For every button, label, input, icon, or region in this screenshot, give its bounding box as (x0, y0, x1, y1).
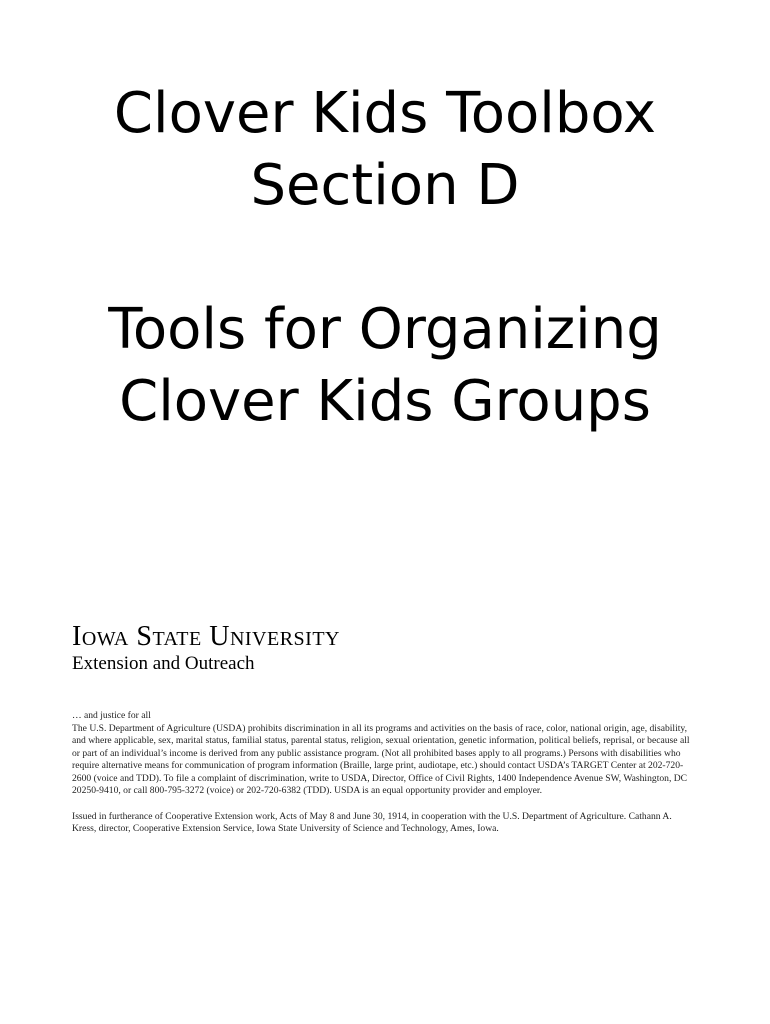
subtitle-line-1: Tools for Organizing (108, 297, 662, 362)
logo-university-name: Iowa State University (72, 621, 340, 652)
subtitle-line-2: Clover Kids Groups (119, 369, 651, 434)
title-line-1: Clover Kids Toolbox (113, 81, 657, 146)
document-title (0, 78, 770, 438)
title-spacer (0, 222, 770, 294)
iowa-state-university-logo (72, 622, 472, 676)
logo-extension-subtitle: Extension and Outreach (72, 653, 255, 674)
justice-tagline: … and justice for all (72, 710, 151, 721)
issued-statement: Issued in furtherance of Cooperative Extension work, Acts of May 8 and June 30, 1914, in cooperation with the U.S. Department of Agriculture. Cathann A. Kress, director, Cooperative Extension Service, Iowa State University of Science and Technology, Ames, Iowa. (72, 810, 672, 834)
nondiscrimination-statement: The U.S. Department of Agriculture (USDA) prohibits discrimination in all its programs and activities on the basis of race, color, national origin, age, disability, and where applicable, sex, marital status, familial status, parental status, religion, sexual orientation, genetic information, political beliefs, reprisal, or because all or part of an individual’s income is derived from any public assistance program. (Not all prohibited bases apply to all programs.) Persons with disabilities who require alternative means for communication of program information (Braille, large print, audiotape, etc.) should contact USDA’s TARGET Center at 202-720-2600 (voice and TDD). To file a complaint of discrimination, write to USDA, Director, Office of Civil Rights, 1400 Independence Avenue SW, Washington, DC 20250-9410, or call 800-795-3272 (voice) or 202-720-6382 (TDD). USDA is an equal opportunity provider and employer. (72, 722, 690, 796)
legal-notice (72, 710, 694, 836)
title-line-2: Section D (250, 153, 520, 218)
